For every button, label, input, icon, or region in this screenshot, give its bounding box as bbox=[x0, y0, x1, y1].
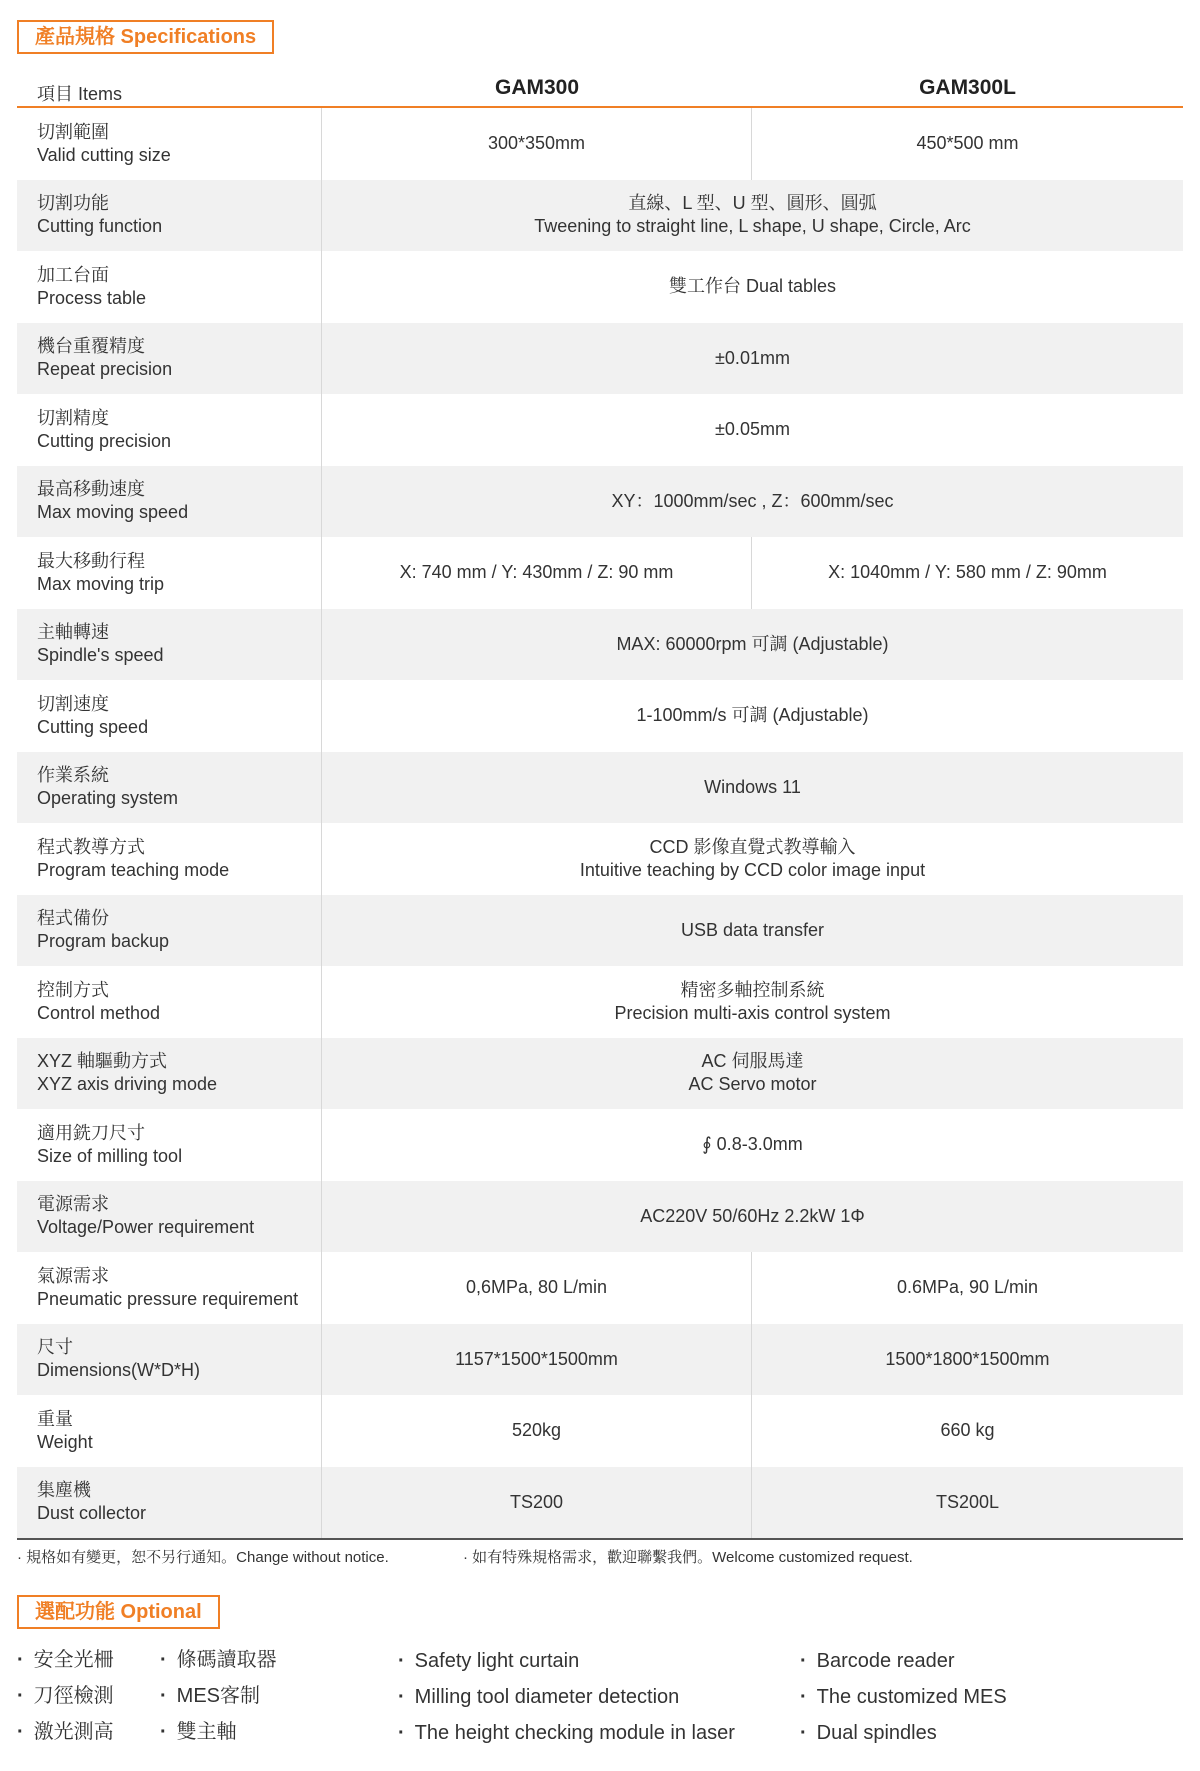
table-row bbox=[17, 1109, 1183, 1181]
row-label bbox=[17, 1467, 322, 1539]
value-gam300l: 1500*1800*1500mm bbox=[885, 1348, 1050, 1369]
row-label-en: Voltage/Power requirement bbox=[37, 1217, 255, 1238]
row-label-en: Program backup bbox=[37, 931, 170, 952]
value-gam300l: X: 1040mm / Y: 580 mm / Z: 90mm bbox=[828, 562, 1107, 583]
list-item: · Safety light curtain bbox=[398, 1643, 735, 1679]
table-row bbox=[17, 823, 1183, 895]
row-label bbox=[17, 251, 322, 323]
value-shared bbox=[322, 966, 1183, 1038]
value-line: USB data transfer bbox=[680, 919, 825, 940]
note-text: 如有特殊規格需求，歡迎聯繫我們。Welcome customized request. bbox=[472, 1549, 913, 1566]
table-row bbox=[17, 680, 1183, 752]
value-line: 直線、L 型、U 型、圓形、圓弧 bbox=[628, 193, 877, 214]
value-shared bbox=[322, 1181, 1183, 1253]
row-label-en: Pneumatic pressure requirement bbox=[37, 1288, 299, 1309]
row-label-zh: 程式教導方式 bbox=[37, 836, 145, 857]
row-label-zh: 氣源需求 bbox=[37, 1265, 109, 1286]
row-label-en: Dimensions(W*D*H) bbox=[37, 1360, 201, 1381]
row-label-zh: 控制方式 bbox=[37, 979, 109, 1000]
value-line: CCD 影像直覺式教導輸入 bbox=[649, 836, 856, 857]
table-row bbox=[17, 1395, 1183, 1467]
table-row bbox=[17, 1324, 1183, 1396]
table-row bbox=[17, 1467, 1183, 1539]
row-label-zh: 機台重覆精度 bbox=[37, 336, 145, 357]
value-gam300: 520kg bbox=[322, 1395, 752, 1467]
value-shared bbox=[322, 1109, 1183, 1181]
row-label-zh: 尺寸 bbox=[37, 1337, 73, 1358]
row-label-en: Max moving trip bbox=[37, 573, 165, 594]
row-label-zh: 適用銑刀尺寸 bbox=[37, 1122, 145, 1143]
row-label-en: XYZ axis driving mode bbox=[37, 1074, 218, 1095]
value-shared bbox=[322, 180, 1183, 252]
value-gam300: TS200 bbox=[322, 1467, 752, 1539]
table-row bbox=[17, 1252, 1183, 1324]
table-row bbox=[17, 895, 1183, 967]
value-line: Precision multi-axis control system bbox=[614, 1002, 891, 1023]
model-gam300l-header: GAM300L bbox=[919, 76, 1016, 99]
value-line: AC220V 50/60Hz 2.2kW 1Φ bbox=[640, 1205, 865, 1226]
value-line: 雙工作台 Dual tables bbox=[668, 276, 837, 297]
row-label bbox=[17, 966, 322, 1038]
row-label-en: Size of milling tool bbox=[37, 1145, 183, 1166]
list-item: · 激光測高 bbox=[17, 1714, 114, 1750]
list-item: · MES客制 bbox=[160, 1678, 277, 1714]
list-item: · 刀徑檢測 bbox=[17, 1678, 114, 1714]
row-label-en: Spindle's speed bbox=[37, 645, 164, 666]
row-label-zh: 集塵機 bbox=[37, 1480, 91, 1501]
value-gam300l: 660 kg bbox=[940, 1420, 995, 1441]
optional-title: 選配功能 Optional bbox=[17, 1595, 220, 1629]
row-label-zh: 切割範圍 bbox=[37, 121, 109, 142]
value-line: 1-100mm/s 可調 (Adjustable) bbox=[636, 705, 869, 726]
value-line: Tweening to straight line, L shape, U shape, Circle, Arc bbox=[534, 216, 971, 237]
value-line: AC Servo motor bbox=[688, 1074, 817, 1095]
value-shared bbox=[322, 680, 1183, 752]
value-line: ∮ 0.8-3.0mm bbox=[702, 1134, 803, 1155]
row-label-zh: 重量 bbox=[37, 1408, 73, 1429]
table-row bbox=[17, 394, 1183, 466]
value-gam300: X: 740 mm / Y: 430mm / Z: 90 mm bbox=[322, 537, 752, 609]
row-label bbox=[17, 323, 322, 395]
value-gam300l: TS200L bbox=[935, 1491, 1000, 1512]
optional-list-en-2 bbox=[800, 1643, 1007, 1751]
optional-list-zh-1 bbox=[17, 1642, 114, 1750]
model-gam300-header: GAM300 bbox=[494, 76, 580, 99]
row-label bbox=[17, 180, 322, 252]
row-label-zh: 切割功能 bbox=[37, 193, 109, 214]
table-bottom-rule bbox=[17, 1538, 1183, 1540]
value-shared bbox=[322, 394, 1183, 466]
table-row bbox=[17, 966, 1183, 1038]
value-shared bbox=[322, 752, 1183, 824]
table-row bbox=[17, 180, 1183, 252]
row-label bbox=[17, 823, 322, 895]
row-label-zh: 作業系統 bbox=[37, 765, 109, 786]
row-label bbox=[17, 895, 322, 967]
list-item: · The customized MES bbox=[800, 1679, 1007, 1715]
row-label-en: Valid cutting size bbox=[37, 144, 171, 165]
value-shared bbox=[322, 1038, 1183, 1110]
table-row bbox=[17, 323, 1183, 395]
row-label-en: Control method bbox=[37, 1002, 161, 1023]
list-item: · Barcode reader bbox=[800, 1643, 1007, 1679]
items-header: 項目 Items bbox=[37, 84, 123, 104]
row-label-zh: 電源需求 bbox=[37, 1194, 109, 1215]
row-label-en: Max moving speed bbox=[37, 502, 189, 523]
note-customized-request: · 如有特殊規格需求，歡迎聯繫我們。Welcome customized request. bbox=[463, 1549, 913, 1566]
table-row bbox=[17, 537, 1183, 609]
list-item: · Milling tool diameter detection bbox=[398, 1679, 735, 1715]
row-label-en: Process table bbox=[37, 287, 147, 308]
list-item: · 條碼讀取器 bbox=[160, 1642, 277, 1678]
row-label-en: Operating system bbox=[37, 788, 179, 809]
row-label-zh: 主軸轉速 bbox=[37, 622, 109, 643]
row-label bbox=[17, 537, 322, 609]
value-shared bbox=[322, 823, 1183, 895]
row-label-zh: 最大移動行程 bbox=[37, 550, 145, 571]
row-label-zh: 最高移動速度 bbox=[37, 479, 145, 500]
row-label-zh: XYZ 軸驅動方式 bbox=[37, 1051, 168, 1072]
row-label bbox=[17, 108, 322, 180]
row-label-en: Cutting speed bbox=[37, 716, 149, 737]
value-shared bbox=[322, 895, 1183, 967]
row-label-en: Program teaching mode bbox=[37, 859, 230, 880]
value-line: XY：1000mm/sec , Z：600mm/sec bbox=[611, 490, 894, 511]
row-label bbox=[17, 1395, 322, 1467]
value-line: Intuitive teaching by CCD color image input bbox=[579, 859, 926, 880]
row-label bbox=[17, 609, 322, 681]
table-row bbox=[17, 1038, 1183, 1110]
row-label-zh: 切割速度 bbox=[37, 693, 109, 714]
optional-list-zh-2 bbox=[160, 1642, 277, 1750]
value-gam300l: 0.6MPa, 90 L/min bbox=[896, 1277, 1039, 1298]
row-label-en: Cutting function bbox=[37, 216, 163, 237]
list-item: · The height checking module in laser bbox=[398, 1715, 735, 1751]
specifications-title: 產品規格 Specifications bbox=[17, 20, 274, 54]
value-line: AC 伺服馬達 bbox=[701, 1051, 804, 1072]
value-gam300: 0,6MPa, 80 L/min bbox=[322, 1252, 752, 1324]
table-row bbox=[17, 1181, 1183, 1253]
row-label-en: Repeat precision bbox=[37, 359, 173, 380]
row-label-en: Cutting precision bbox=[37, 430, 172, 451]
list-item: · 雙主軸 bbox=[160, 1714, 277, 1750]
value-shared bbox=[322, 251, 1183, 323]
optional-list-en-1 bbox=[398, 1643, 735, 1751]
row-label bbox=[17, 466, 322, 538]
row-label bbox=[17, 394, 322, 466]
spec-table bbox=[17, 70, 1183, 1540]
table-row bbox=[17, 251, 1183, 323]
value-line: MAX: 60000rpm 可調 (Adjustable) bbox=[616, 633, 889, 654]
value-line: ±0.05mm bbox=[715, 419, 790, 440]
table-row bbox=[17, 752, 1183, 824]
table-row bbox=[17, 108, 1183, 180]
note-text: 規格如有變更，恕不另行通知。Change without notice. bbox=[26, 1549, 389, 1566]
value-shared bbox=[322, 466, 1183, 538]
value-shared bbox=[322, 323, 1183, 395]
list-item: · Dual spindles bbox=[800, 1715, 1007, 1751]
value-shared bbox=[322, 609, 1183, 681]
row-label bbox=[17, 1038, 322, 1110]
value-line: 精密多軸控制系統 bbox=[680, 979, 825, 1000]
row-label-en: Dust collector bbox=[37, 1503, 147, 1524]
list-item: · 安全光柵 bbox=[17, 1642, 114, 1678]
value-gam300l: 450*500 mm bbox=[916, 133, 1019, 154]
row-label-zh: 加工台面 bbox=[37, 264, 109, 285]
row-label bbox=[17, 752, 322, 824]
row-label-zh: 切割精度 bbox=[37, 407, 109, 428]
table-row bbox=[17, 466, 1183, 538]
value-gam300: 1157*1500*1500mm bbox=[322, 1324, 752, 1396]
row-label bbox=[17, 1324, 322, 1396]
row-label bbox=[17, 1181, 322, 1253]
value-line: Windows 11 bbox=[704, 776, 801, 797]
note-change-without-notice: · 規格如有變更，恕不另行通知。Change without notice. bbox=[17, 1549, 389, 1566]
table-header bbox=[17, 70, 1183, 108]
row-label-en: Weight bbox=[37, 1431, 93, 1452]
row-label-zh: 程式備份 bbox=[37, 908, 109, 929]
row-label bbox=[17, 1252, 322, 1324]
row-label bbox=[17, 680, 322, 752]
value-gam300: 300*350mm bbox=[322, 108, 752, 180]
table-row bbox=[17, 609, 1183, 681]
table-body bbox=[17, 108, 1183, 1538]
row-label bbox=[17, 1109, 322, 1181]
value-line: ±0.01mm bbox=[715, 347, 790, 368]
